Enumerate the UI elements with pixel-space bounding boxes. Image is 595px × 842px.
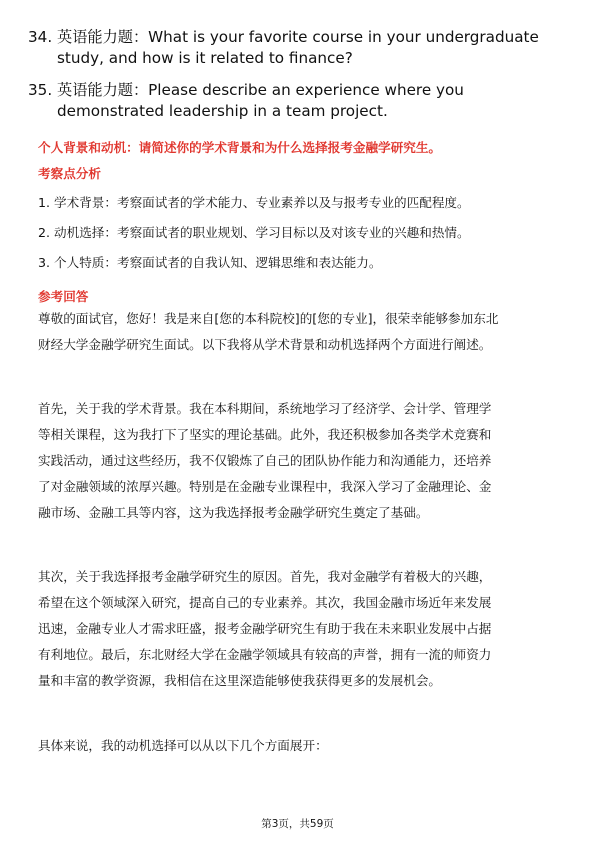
paragraph-line: 尊敬的面试官，您好！我是来自[您的本科院校]的[您的专业]，很荣幸能够参加东北: [38, 311, 499, 326]
answer-paragraph-3: [38, 564, 563, 694]
question-text: [57, 80, 577, 122]
question-number: 35.: [28, 81, 53, 99]
paragraph-line: 有利地位。最后，东北财经大学在金融学领域具有较高的声誉，拥有一流的师资力: [38, 647, 492, 662]
answer-paragraph-1: [38, 306, 563, 358]
question-number: 34.: [28, 28, 53, 46]
analysis-item: 2. 动机选择：考察面试者的职业规划、学习目标以及对该专业的兴趣和热情。: [38, 225, 470, 240]
question-line: 英语能力题：What is your favorite course in your undergraduate: [57, 28, 539, 46]
paragraph-line: 具体来说，我的动机选择可以从以下几个方面展开：: [38, 738, 328, 753]
question-line: demonstrated leadership in a team project.: [57, 102, 388, 120]
page-footer: 第3页，共59页: [261, 818, 334, 830]
answer-heading: 参考回答: [38, 289, 89, 304]
section-title: 个人背景和动机：请简述你的学术背景和为什么选择报考金融学研究生。: [38, 140, 441, 155]
question-line: study, and how is it related to finance?: [57, 49, 353, 67]
answer-paragraph-2: [38, 396, 563, 526]
paragraph-line: 量和丰富的教学资源，我相信在这里深造能够使我获得更多的发展机会。: [38, 673, 441, 688]
analysis-heading: 考察点分析: [38, 166, 101, 181]
paragraph-line: 等相关课程，这为我打下了坚实的理论基础。此外，我还积极参加各类学术竞赛和: [38, 427, 492, 442]
paragraph-line: 融市场、金融工具等内容，这为我选择报考金融学研究生奠定了基础。: [38, 505, 429, 520]
question-line: 英语能力题：Please describe an experience where you: [57, 81, 464, 99]
answer-paragraph-4: [38, 733, 563, 759]
paragraph-line: 财经大学金融学研究生面试。以下我将从学术背景和动机选择两个方面进行阐述。: [38, 337, 492, 352]
analysis-item: 3. 个人特质：考察面试者的自我认知、逻辑思维和表达能力。: [38, 255, 382, 270]
question-text: [57, 27, 577, 69]
paragraph-line: 首先，关于我的学术背景。我在本科期间，系统地学习了经济学、会计学、管理学: [38, 401, 492, 416]
paragraph-line: 迅速，金融专业人才需求旺盛，报考金融学研究生有助于我在未来职业发展中占据: [38, 621, 492, 636]
analysis-item: 1. 学术背景：考察面试者的学术能力、专业素养以及与报考专业的匹配程度。: [38, 195, 470, 210]
paragraph-line: 了对金融领域的浓厚兴趣。特别是在金融专业课程中，我深入学习了金融理论、金: [38, 479, 492, 494]
paragraph-line: 其次，关于我选择报考金融学研究生的原因。首先，我对金融学有着极大的兴趣，: [38, 569, 492, 584]
paragraph-line: 希望在这个领域深入研究，提高自己的专业素养。其次，我国金融市场近年来发展: [38, 595, 492, 610]
paragraph-line: 实践活动，通过这些经历，我不仅锻炼了自己的团队协作能力和沟通能力，还培养: [38, 453, 492, 468]
